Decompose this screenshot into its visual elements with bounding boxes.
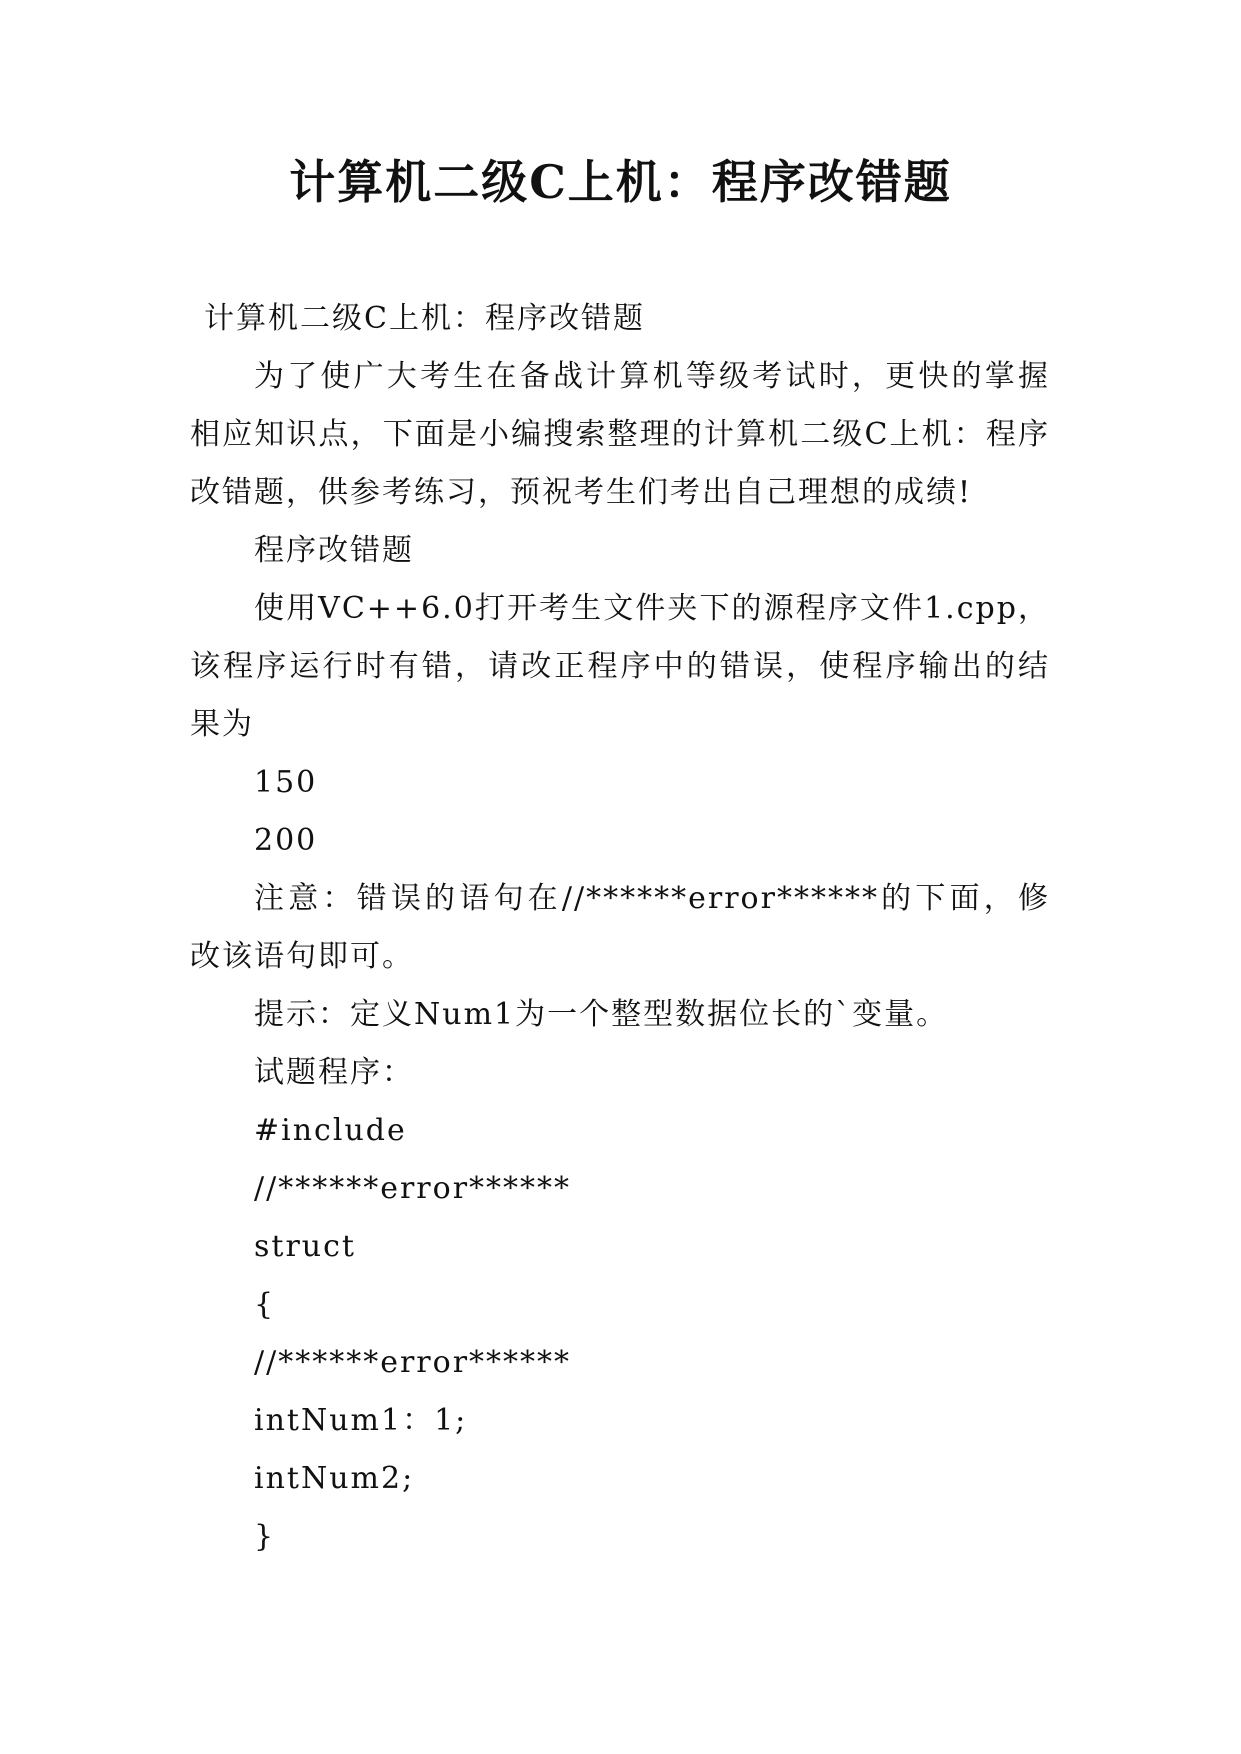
document-subtitle: 计算机二级C上机：程序改错题 <box>204 301 645 336</box>
document-title: 计算机二级C上机：程序改错题 <box>289 155 952 209</box>
code-line: } <box>254 1519 276 1554</box>
task-paragraph: 使用VC++6.0打开考生文件夹下的源程序文件1.cpp，该程序运行时有错，请改正程序中的错误，使程序输出的结果为 <box>190 591 1050 742</box>
code-line: //******error****** <box>254 1171 572 1206</box>
code-line: intNum2; <box>254 1461 415 1496</box>
section-heading: 程序改错题 <box>254 533 414 568</box>
intro-paragraph: 为了使广大考生在备战计算机等级考试时，更快的掌握相应知识点，下面是小编搜索整理的计算机二级C上机：程序改错题，供参考练习，预祝考生们考出自己理想的成绩! <box>190 359 1050 510</box>
program-label: 试题程序： <box>254 1055 414 1090</box>
document-body <box>190 290 1050 1566</box>
code-line: { <box>254 1287 276 1322</box>
code-line: intNum1：1; <box>254 1403 468 1438</box>
code-line: //******error****** <box>254 1345 572 1380</box>
hint-paragraph: 提示：定义Num1为一个整型数据位长的`变量。 <box>254 997 949 1032</box>
expected-output-line: 200 <box>254 823 318 858</box>
code-line: #include <box>254 1113 407 1148</box>
expected-output-line: 150 <box>254 765 318 800</box>
note-paragraph: 注意：错误的语句在//******error******的下面，修改该语句即可。 <box>190 881 1050 974</box>
code-line: struct <box>254 1229 356 1264</box>
